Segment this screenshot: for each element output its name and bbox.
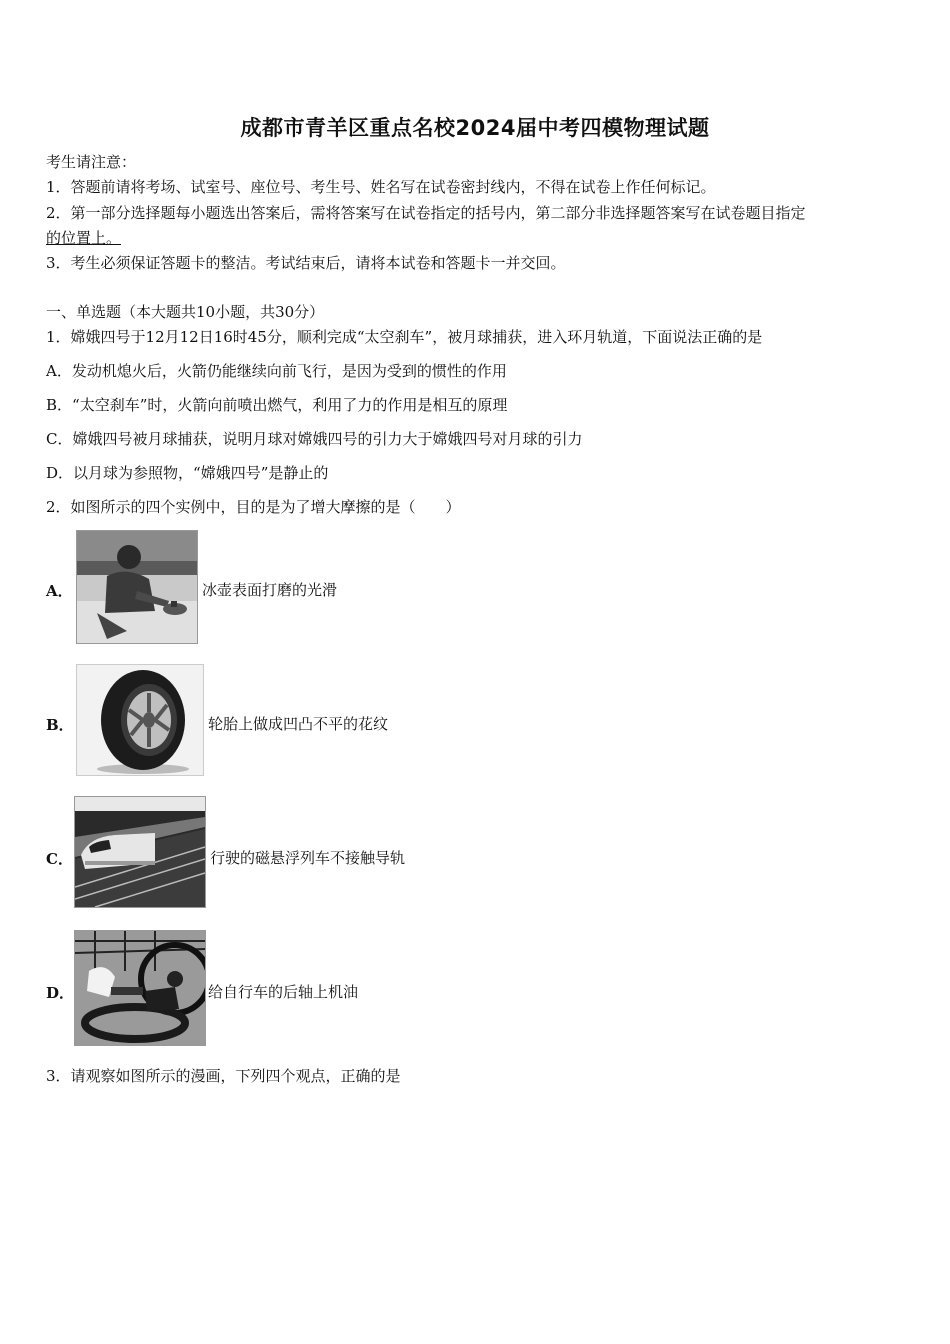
question-1-option-a: A．发动机熄火后，火箭仍能继续向前飞行，是因为受到的惯性的作用	[46, 362, 507, 380]
question-2-option-d-text: 给自行车的后轴上机油	[208, 983, 359, 1001]
curling-photo	[76, 530, 198, 644]
question-2-option-a-text: 冰壶表面打磨的光滑	[202, 581, 338, 599]
exam-title: 成都市青羊区重点名校2024届中考四模物理试题	[240, 116, 710, 140]
question-2-stem: 2．如图所示的四个实例中，目的是为了增大摩擦的是（ ）	[46, 498, 461, 516]
notice-heading: 考生请注意：	[46, 153, 137, 171]
question-2-option-c-label: C．	[46, 850, 73, 868]
question-1-option-d: D．以月球为参照物，“嫦娥四号”是静止的	[46, 464, 329, 482]
question-2-option-a-label: A．	[46, 582, 73, 600]
notice-item-2: 2．第一部分选择题每小题选出答案后，需将答案写在试卷指定的括号内，第二部分非选择题答案写在试卷题目指定	[46, 204, 806, 222]
tire-photo	[76, 664, 204, 776]
notice-item-1: 1．答题前请将考场、试室号、座位号、考生号、姓名写在试卷密封线内，不得在试卷上作任何标记。	[46, 178, 716, 196]
notice-item-2-cont: 的位置上。	[46, 229, 122, 247]
question-1-stem: 1．嫦娥四号于12月12日16时45分，顺利完成“太空刹车”，被月球捕获，进入环月轨道，下面说法正确的是	[46, 328, 763, 346]
question-1-option-b: B．“太空刹车”时，火箭向前喷出燃气，利用了力的作用是相互的原理	[46, 396, 508, 414]
question-2-option-b-label: B．	[46, 716, 74, 734]
maglev-train-photo	[74, 796, 206, 908]
question-2-option-c-text: 行驶的磁悬浮列车不接触导轨	[210, 849, 406, 867]
question-3-stem: 3．请观察如图所示的漫画，下列四个观点，正确的是	[46, 1067, 401, 1085]
notice-item-3: 3．考生必须保证答题卡的整洁。考试结束后，请将本试卷和答题卡一并交回。	[46, 254, 566, 272]
section-heading: 一、单选题（本大题共10小题，共30分）	[46, 303, 325, 321]
question-1-option-c: C．嫦娥四号被月球捕获，说明月球对嫦娥四号的引力大于嫦娥四号对月球的引力	[46, 430, 583, 448]
question-2-option-b-text: 轮胎上做成凹凸不平的花纹	[208, 715, 389, 733]
question-2-option-d-label: D．	[46, 984, 75, 1002]
bicycle-oil-photo	[74, 930, 206, 1046]
